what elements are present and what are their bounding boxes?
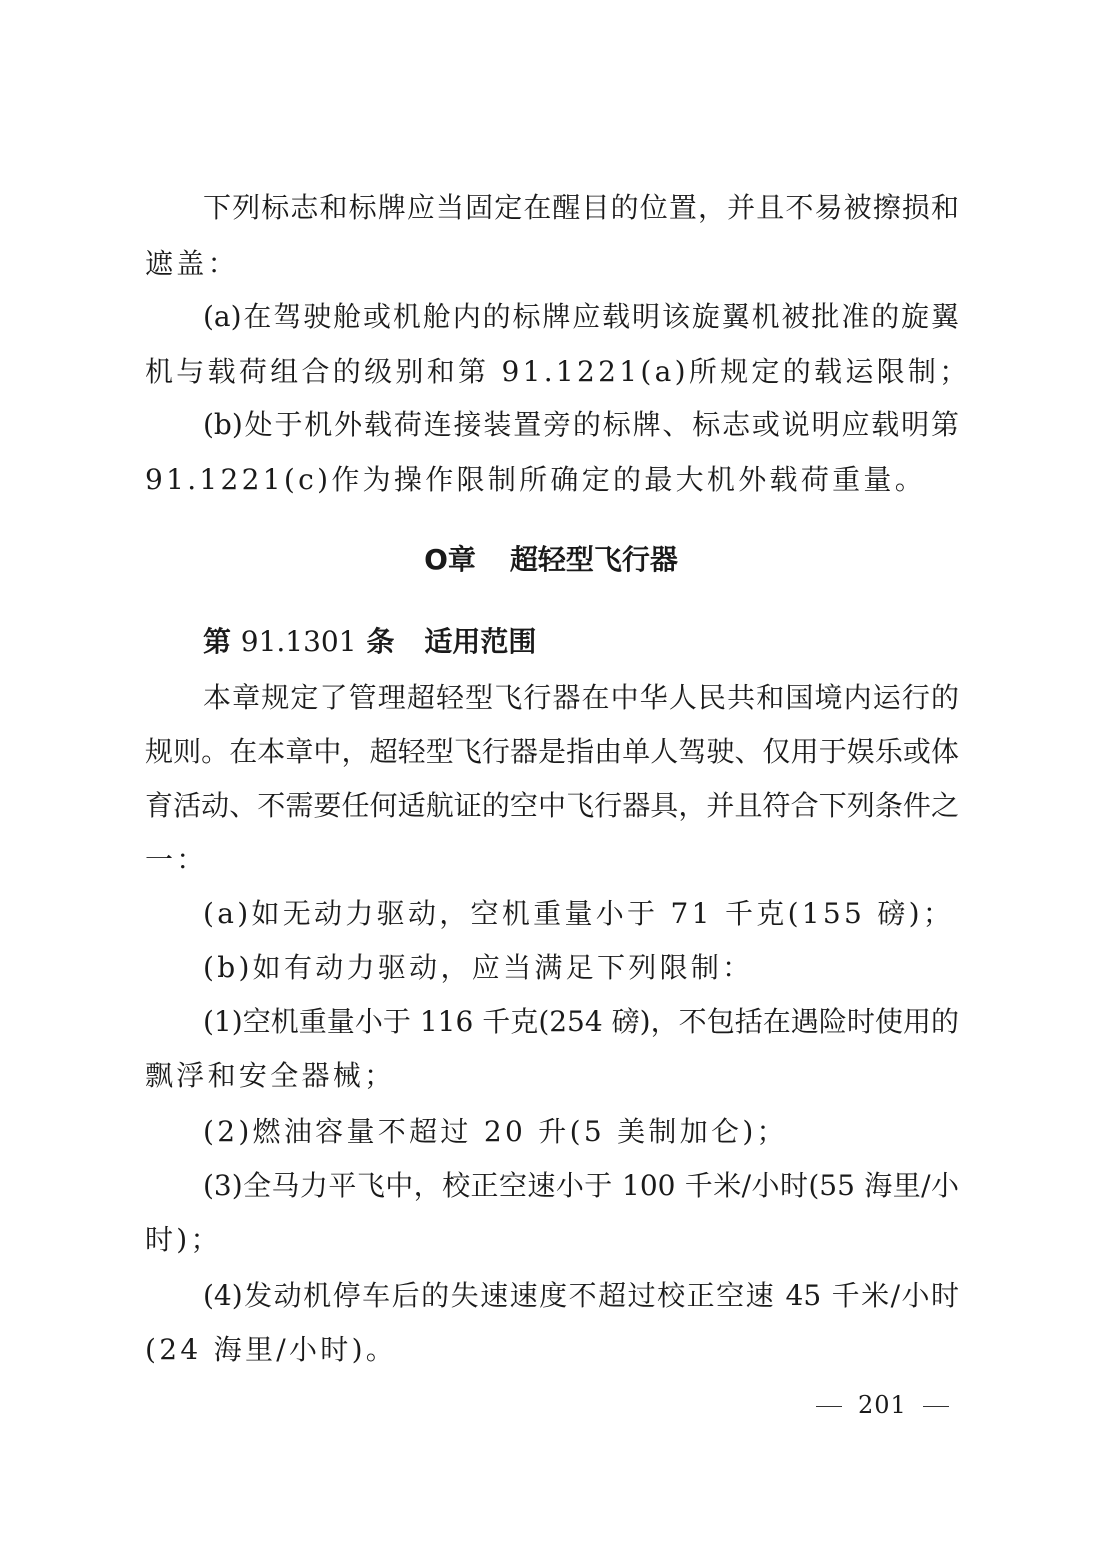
paragraph-line: (b)如有动力驱动，应当满足下列限制： [203, 951, 754, 984]
paragraph-line: 育活动、不需要任何适航证的空中飞行器具，并且符合下列条件之 [145, 789, 959, 822]
paragraph-line: 遮盖： [145, 247, 239, 280]
paragraph-line: (4)发动机停车后的失速速度不超过校正空速 45 千米/小时 [203, 1279, 959, 1312]
page-number [800, 1390, 965, 1420]
article-number: 91.1301 [240, 625, 357, 658]
paragraph-line: 本章规定了管理超轻型飞行器在中华人民共和国境内运行的 [203, 681, 959, 714]
chapter-number: O章 [424, 543, 476, 576]
article-suffix: 条 [366, 625, 395, 658]
paragraph-line: 规则。在本章中，超轻型飞行器是指由单人驾驶、仅用于娱乐或体 [145, 735, 959, 768]
page-number-value: 201 [858, 1391, 907, 1419]
paragraph-line: (2)燃油容量不超过 20 升(5 美制加仑)； [203, 1115, 788, 1148]
paragraph-line: (3)全马力平飞中，校正空速小于 100 千米/小时(55 海里/小 [203, 1169, 959, 1202]
paragraph-line: 机与载荷组合的级别和第 91.1221(a)所规定的载运限制； [145, 355, 971, 388]
paragraph-line: (b)处于机外载荷连接装置旁的标牌、标志或说明应载明第 [203, 408, 959, 441]
paragraph-line: (1)空机重量小于 116 千克(254 磅)，不包括在遇险时使用的 [203, 1005, 959, 1038]
article-title: 适用范围 [424, 625, 537, 658]
paragraph-line: 时)； [145, 1223, 222, 1256]
paragraph-line: 下列标志和标牌应当固定在醒目的位置，并且不易被擦损和 [203, 191, 959, 224]
paragraph-line: (24 海里/小时)。 [145, 1333, 398, 1366]
paragraph-line: (a)在驾驶舱或机舱内的标牌应载明该旋翼机被批准的旋翼 [203, 300, 959, 333]
page-number-dash-right [923, 1406, 949, 1407]
paragraph-line: (a)如无动力驱动，空机重量小于 71 千克(155 磅)； [203, 897, 955, 930]
paragraph-line: 一： [145, 843, 208, 876]
page-number-dash-left [816, 1406, 842, 1407]
paragraph-line: 飘浮和安全器械； [145, 1059, 396, 1092]
chapter-heading [0, 540, 1102, 580]
article-prefix: 第 [203, 625, 232, 658]
chapter-title: 超轻型飞行器 [509, 543, 678, 576]
paragraph-line: 91.1221(c)作为操作限制所确定的最大机外载荷重量。 [145, 463, 927, 496]
article-heading [203, 622, 536, 662]
